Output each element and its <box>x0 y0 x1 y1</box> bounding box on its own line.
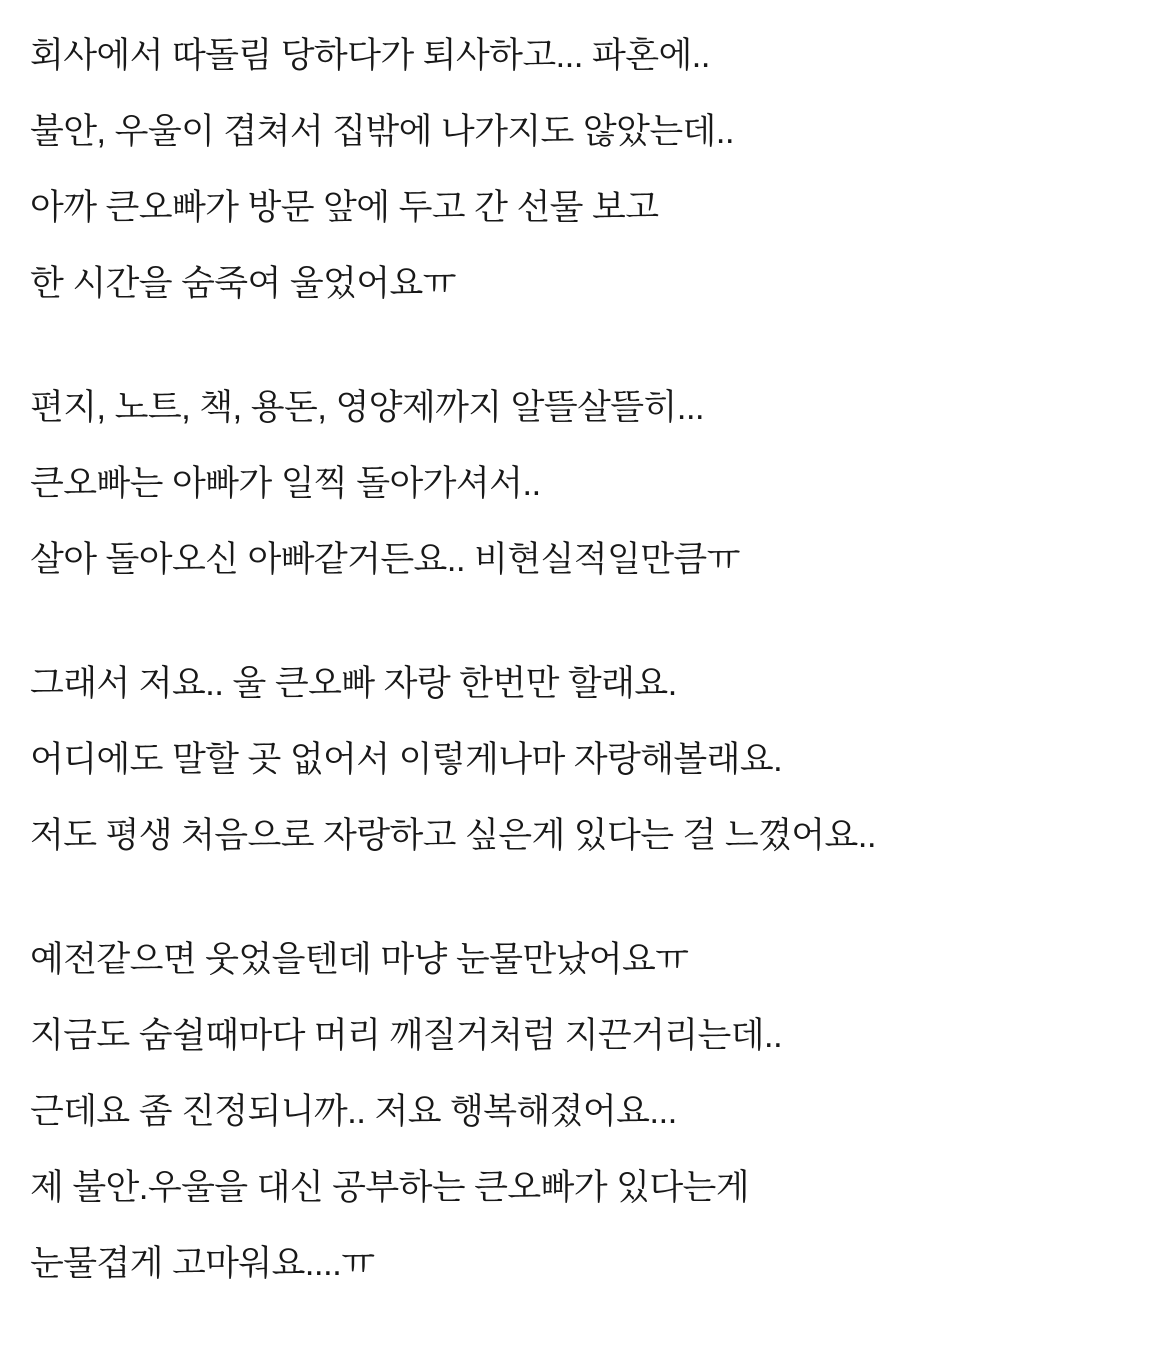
paragraph <box>30 922 1140 1302</box>
paragraph-list <box>30 18 1140 1302</box>
text-line: 제 불안.우울을 대신 공부하는 큰오빠가 있다는게 <box>30 1168 749 1207</box>
text-line: 큰오빠는 아빠가 일찍 돌아가셔서.. <box>30 464 541 503</box>
text-line: 아까 큰오빠가 방문 앞에 두고 간 선물 보고 <box>30 188 659 227</box>
text-line: 근데요 좀 진정되니까.. 저요 행복해졌어요... <box>30 1092 677 1131</box>
text-line: 눈물겹게 고마워요....ㅠ <box>30 1244 375 1283</box>
text-line: 살아 돌아오신 아빠같거든요.. 비현실적일만큼ㅠ <box>30 540 740 579</box>
text-line: 한 시간을 숨죽여 울었어요ㅠ <box>30 264 456 303</box>
paragraph <box>30 646 1140 874</box>
paragraph <box>30 18 1140 322</box>
text-line: 예전같으면 웃었을텐데 마냥 눈물만났어요ㅠ <box>30 940 689 979</box>
text-line: 불안, 우울이 겹쳐서 집밖에 나가지도 않았는데.. <box>30 112 734 151</box>
text-line: 어디에도 말할 곳 없어서 이렇게나마 자랑해볼래요. <box>30 740 783 779</box>
text-line: 저도 평생 처음으로 자랑하고 싶은게 있다는 걸 느꼈어요.. <box>30 816 876 855</box>
paragraph <box>30 370 1140 598</box>
text-line: 편지, 노트, 책, 용돈, 영양제까지 알뜰살뜰히... <box>30 388 705 427</box>
text-line: 그래서 저요.. 울 큰오빠 자랑 한번만 할래요. <box>30 664 677 703</box>
text-line: 지금도 숨쉴때마다 머리 깨질거처럼 지끈거리는데.. <box>30 1016 783 1055</box>
text-line: 회사에서 따돌림 당하다가 퇴사하고... 파혼에.. <box>30 36 710 75</box>
